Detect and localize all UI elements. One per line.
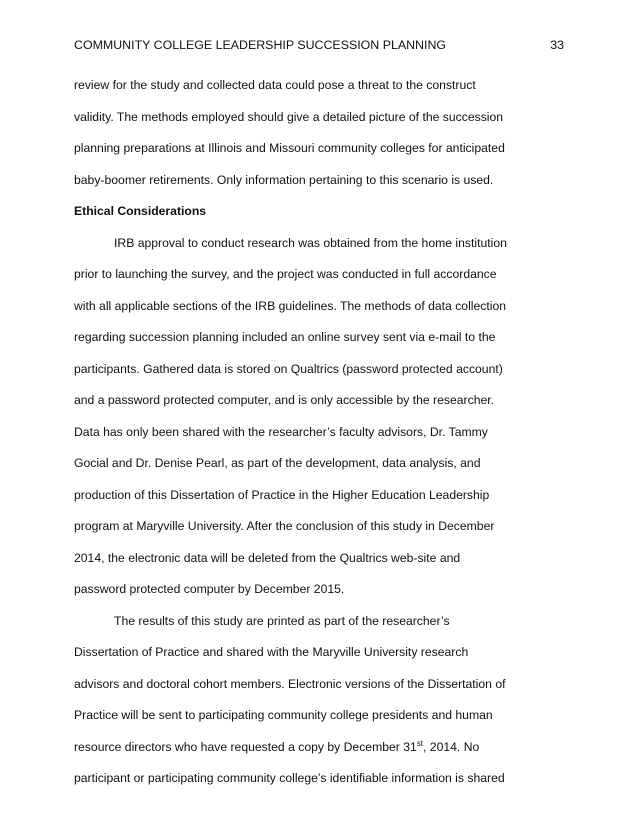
- line-text-before: resource directors who have requested a copy by December 31: [74, 739, 417, 754]
- section-heading: Ethical Considerations: [74, 204, 207, 218]
- paragraph-line: participants. Gathered data is stored on Qualtrics (password protected account): [74, 361, 503, 376]
- paragraph-line: validity. The methods employed should give a detailed picture of the succession: [74, 109, 504, 124]
- paragraph-line: participant or participating community college’s identifiable information is shared: [74, 771, 505, 785]
- paragraph-line: password protected computer by December 2015.: [74, 582, 345, 596]
- paragraph-line: review for the study and collected data could pose a threat to the construct: [74, 78, 476, 92]
- body-text: [74, 70, 574, 795]
- paragraph-line: The results of this study are printed as part of the researcher’s: [114, 613, 450, 628]
- line-text-after: , 2014. No: [423, 739, 480, 754]
- page-number: 33: [550, 38, 564, 52]
- paragraph-line: [74, 732, 574, 764]
- paragraph-line: baby-boomer retirements. Only information pertaining to this scenario is used.: [74, 172, 494, 187]
- paragraph-line: Practice will be sent to participating community college presidents and human: [74, 708, 493, 722]
- paragraph-line: planning preparations at Illinois and Missouri community colleges for anticipated: [74, 141, 505, 155]
- running-title: COMMUNITY COLLEGE LEADERSHIP SUCCESSION PLANNING: [74, 38, 447, 52]
- paragraph-line: production of this Dissertation of Practice in the Higher Education Leadership: [74, 487, 490, 502]
- paragraph-line: with all applicable sections of the IRB guidelines. The methods of data collection: [74, 298, 507, 313]
- paragraph-line: prior to launching the survey, and the project was conducted in full accordance: [74, 267, 497, 281]
- paragraph-line: Gocial and Dr. Denise Pearl, as part of the development, data analysis, and: [74, 456, 481, 470]
- paragraph-line: Data has only been shared with the researcher’s faculty advisors, Dr. Tammy: [74, 424, 488, 439]
- paragraph-line: program at Maryville University. After the conclusion of this study in December: [74, 519, 495, 533]
- paragraph-line: Dissertation of Practice and shared with the Maryville University research: [74, 645, 469, 659]
- paragraph-line: regarding succession planning included an online survey sent via e-mail to the: [74, 330, 496, 344]
- paragraph-line: and a password protected computer, and is only accessible by the researcher.: [74, 393, 495, 407]
- running-head: [74, 36, 564, 54]
- paragraph-line: IRB approval to conduct research was obtained from the home institution: [114, 235, 507, 250]
- paragraph-line: advisors and doctoral cohort members. Electronic versions of the Dissertation of: [74, 676, 506, 691]
- paragraph-line: 2014, the electronic data will be deleted from the Qualtrics web-site and: [74, 550, 461, 565]
- ordinal-superscript: st: [416, 738, 424, 748]
